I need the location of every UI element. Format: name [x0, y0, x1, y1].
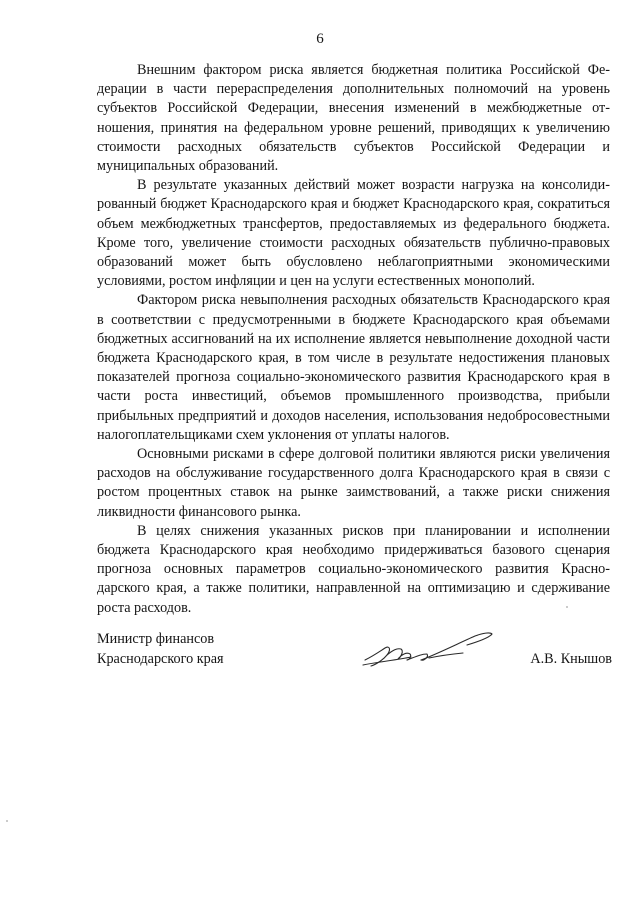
paragraph-consolidated-budget: В результате указанных действий может возрасти нагрузка на консолидированный бюджет Краснодарского края и бюджет Краснодарского края, сократиться объем межбюджетных трансфертов, предоставляемых из федерального бюджета. Кроме того, увеличение стоимости расходных обязательств публично-правовых образований может быть обусловлено неблагоприятными экономическими условиями, ростом инфляции и цен на услуги естественных монополий.	[97, 177, 610, 290]
paragraph-external-risk: Внешним фактором риска является бюджетная политика Российской Федерации в части перераспределения дополнительных полномочий на уровень субъектов Российской Федерации, внесения изменений в межбюджетные отношения, принятия на федеральном уровне решений, приводящих к увеличению стоимости расходных обязательств субъектов Российской Федерации и муниципальных образований.	[97, 62, 610, 175]
body-text	[97, 61, 610, 618]
scan-speck	[566, 606, 568, 608]
signatory-name: А.В. Кнышов	[530, 651, 612, 667]
paragraph-risk-mitigation: В целях снижения указанных рисков при планировании и исполнении бюджета Краснодарского края необходимо придерживаться базового сценария прогноза основных параметров социально-экономического развития Краснодарского края, а также политики, направленной на оптимизацию и сдерживание роста расходов.	[97, 522, 610, 616]
signatory-title-line2: Краснодарского края	[97, 651, 224, 667]
handwritten-signature	[357, 624, 507, 674]
page-number: 6	[316, 31, 324, 47]
scan-speck	[6, 820, 8, 822]
paragraph-expenditure-risk: Фактором риска невыполнения расходных обязательств Краснодарского края в соответствии с предусмотренными в бюджете Краснодарского края объемами бюджетных ассигнований на их исполнение является невыполнение доходной части бюджета Краснодарского края, в том числе в результате недостижения плановых показателей прогноза социально-экономического развития Краснодарского края в части роста инвестиций, объемов промышленного производства, прибыли прибыльных предприятий и доходов населения, использования недобросовестными налогоплательщиками схем уклонения от уплаты налогов.	[97, 292, 610, 443]
signature-block	[97, 630, 617, 690]
paragraph-debt-policy-risk: Основными рисками в сфере долговой политики являются риски увеличения расходов на обслуживание государственного долга Краснодарского края в связи с ростом процентных ставок на рынке заимствований, а также риски снижения ликвидности финансового рынка.	[97, 446, 610, 520]
signatory-title-line1: Министр финансов	[97, 631, 215, 647]
